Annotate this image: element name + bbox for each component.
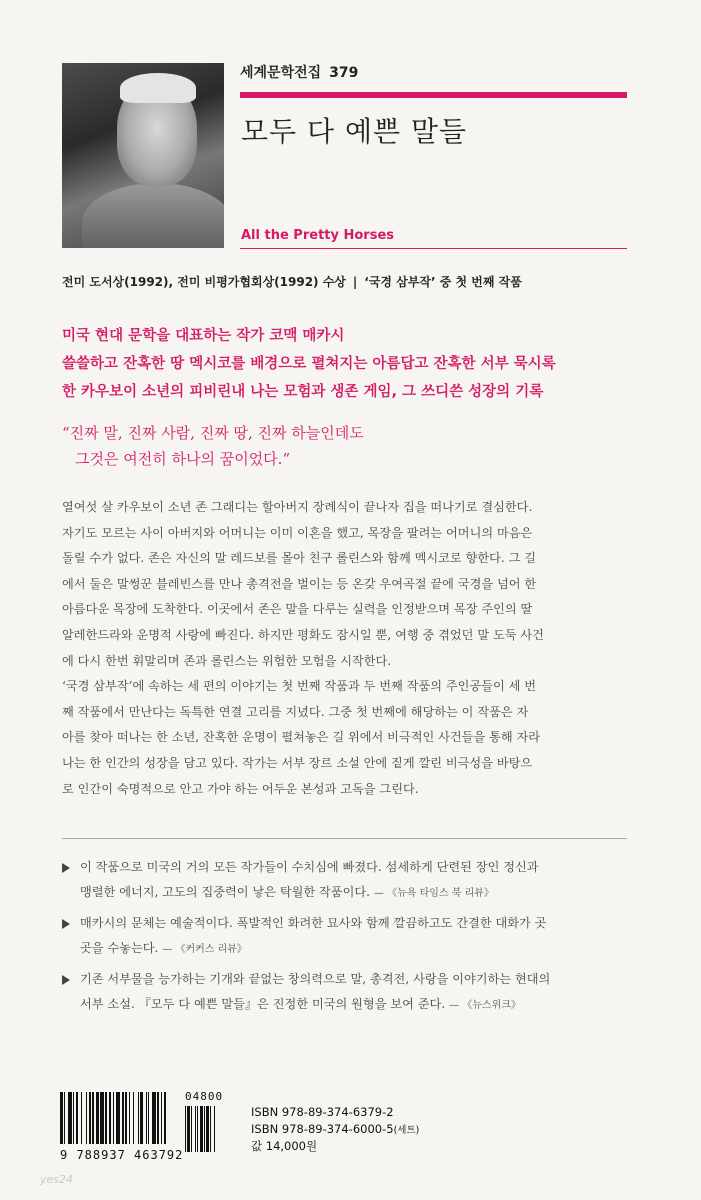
review-line	[80, 936, 627, 961]
author-photo-body	[82, 183, 224, 248]
series-name: 세계문학전집	[240, 65, 322, 81]
synopsis-line: 에 다시 한번 휘말리며 존과 롤린스는 위험한 모험을 시작한다.	[62, 653, 392, 668]
book-title: 모두 다 예쁜 말들	[241, 115, 468, 148]
review-text: 곳을 수놓는다.	[80, 941, 159, 955]
review-item	[62, 967, 627, 1017]
awards-text: 전미 도서상(1992), 전미 비평가협회상(1992) 수상	[62, 275, 346, 289]
tagline	[62, 322, 556, 406]
barcode-bar	[166, 1092, 167, 1144]
review-source: — 《커커스 리뷰》	[162, 944, 247, 955]
series-number: 379	[329, 65, 359, 81]
review-line	[80, 880, 627, 905]
isbn-line	[251, 1121, 419, 1138]
barcode-digits: 9 788937 463792	[60, 1148, 184, 1162]
author-photo-hair	[120, 73, 196, 103]
synopsis-line: 에서 둘은 말썽꾼 블레빈스를 만나 총격전을 벌이는 등 온갖 우여곡절 끝에 국경을 넘어 한	[62, 576, 537, 591]
review-source: — 《뉴욕 타임스 북 리뷰》	[373, 888, 494, 899]
subtitle-rule	[240, 248, 627, 249]
bullet-triangle-icon	[62, 863, 70, 873]
price: 값 14,000원	[251, 1139, 318, 1153]
review-item	[62, 855, 627, 905]
tagline-line: 쓸쓸하고 잔혹한 땅 멕시코를 배경으로 펼쳐지는 아름답고 잔혹한 서부 묵시록	[62, 356, 556, 372]
awards-line	[62, 273, 522, 290]
book-subtitle: All the Pretty Horses	[241, 228, 395, 243]
synopsis-line: 알레한드라와 운명적 사랑에 빠진다. 하지만 평화도 잠시일 뿐, 여행 중 겪었던 말 도둑 사건	[62, 627, 544, 642]
review-item	[62, 911, 627, 961]
review-line: 기존 서부물을 능가하는 기개와 끝없는 창의력으로 말, 총격전, 사랑을 이야기하는 현대의	[80, 972, 551, 986]
synopsis	[62, 495, 627, 802]
review-source: — 《뉴스위크》	[449, 1000, 521, 1011]
synopsis-line: 아를 찾아 떠나는 한 소년, 잔혹한 운명이 펼쳐놓은 길 위에서 비극적인 사건들을 통해 자라	[62, 730, 541, 745]
synopsis-line: 로 인간이 숙명적으로 안고 가야 하는 어두운 본성과 고독을 그린다.	[62, 781, 419, 796]
review-line: 매카시의 문체는 예술적이다. 폭발적인 화려한 묘사와 함께 깔끔하고도 간결한 대화가 곳	[80, 916, 547, 930]
isbn-set: ISBN 978-89-374-6000-5	[251, 1122, 394, 1136]
accent-bar	[240, 92, 627, 98]
watermark: yes24	[40, 1173, 74, 1186]
section-divider	[62, 838, 627, 839]
barcode-addon-digits: 04800	[185, 1090, 224, 1103]
review-text: 서부 소설. 『모두 다 예쁜 말들』은 진정한 미국의 원형을 보여 준다.	[80, 997, 446, 1011]
review-text: 맹렬한 에너지, 고도의 집중력이 낳은 탁월한 작품이다.	[80, 885, 371, 899]
barcode-addon-bar	[215, 1106, 216, 1152]
quote-line: “진짜 말, 진짜 사람, 진짜 땅, 진짜 하늘인데도	[62, 424, 364, 442]
isbn-block	[251, 1104, 419, 1155]
synopsis-line: 열여섯 살 카우보이 소년 존 그래디는 할아버지 장례식이 끝나자 집을 떠나기로 결심한다.	[62, 500, 533, 514]
series-label	[240, 62, 358, 82]
isbn-line: ISBN 978-89-374-6379-2	[251, 1105, 394, 1119]
synopsis-line: 자기도 모르는 사이 아버지와 어머니는 이미 이혼을 했고, 목장을 팔려는 어머니의 마음은	[62, 525, 533, 540]
synopsis-line: 돌릴 수가 없다. 존은 자신의 말 레드보를 몰아 친구 롤린스와 함께 멕시코로 향한다. 그 길	[62, 551, 537, 566]
pull-quote	[62, 420, 364, 472]
isbn-set-label: (세트)	[393, 1125, 420, 1136]
synopsis-line: 나는 한 인간의 성장을 담고 있다. 작가는 서부 장르 소설 안에 짙게 깔린 비극성을 바탕으	[62, 755, 533, 770]
awards-separator: |	[352, 275, 358, 289]
bullet-triangle-icon	[62, 919, 70, 929]
barcode-addon	[185, 1106, 229, 1152]
press-reviews	[62, 855, 627, 1023]
synopsis-line: 째 작품에서 만난다는 독특한 연결 고리를 지녔다. 그중 첫 번째에 해당하는 이 작품은 자	[62, 704, 529, 719]
review-line	[80, 992, 627, 1017]
trilogy-note: ‘국경 삼부작’ 중 첫 번째 작품	[364, 275, 522, 289]
author-photo	[62, 63, 224, 248]
tagline-line: 미국 현대 문학을 대표하는 작가 코맥 매카시	[62, 328, 345, 344]
quote-line: 그것은 여전히 하나의 꿈이었다.”	[75, 450, 291, 468]
bullet-triangle-icon	[62, 975, 70, 985]
review-line: 이 작품으로 미국의 거의 모든 작가들이 수치심에 빠졌다. 섬세하게 단련된 장인 정신과	[80, 860, 539, 874]
synopsis-line: 아름다운 목장에 도착한다. 이곳에서 존은 말을 다루는 실력을 인정받으며 목장 주인의 딸	[62, 602, 533, 617]
synopsis-line: ‘국경 삼부작’에 속하는 세 편의 이야기는 첫 번째 작품과 두 번째 작품의 주인공들이 세 번	[62, 679, 537, 694]
tagline-line: 한 카우보이 소년의 피비린내 나는 모험과 생존 게임, 그 쓰디쓴 성장의 기록	[62, 384, 544, 400]
